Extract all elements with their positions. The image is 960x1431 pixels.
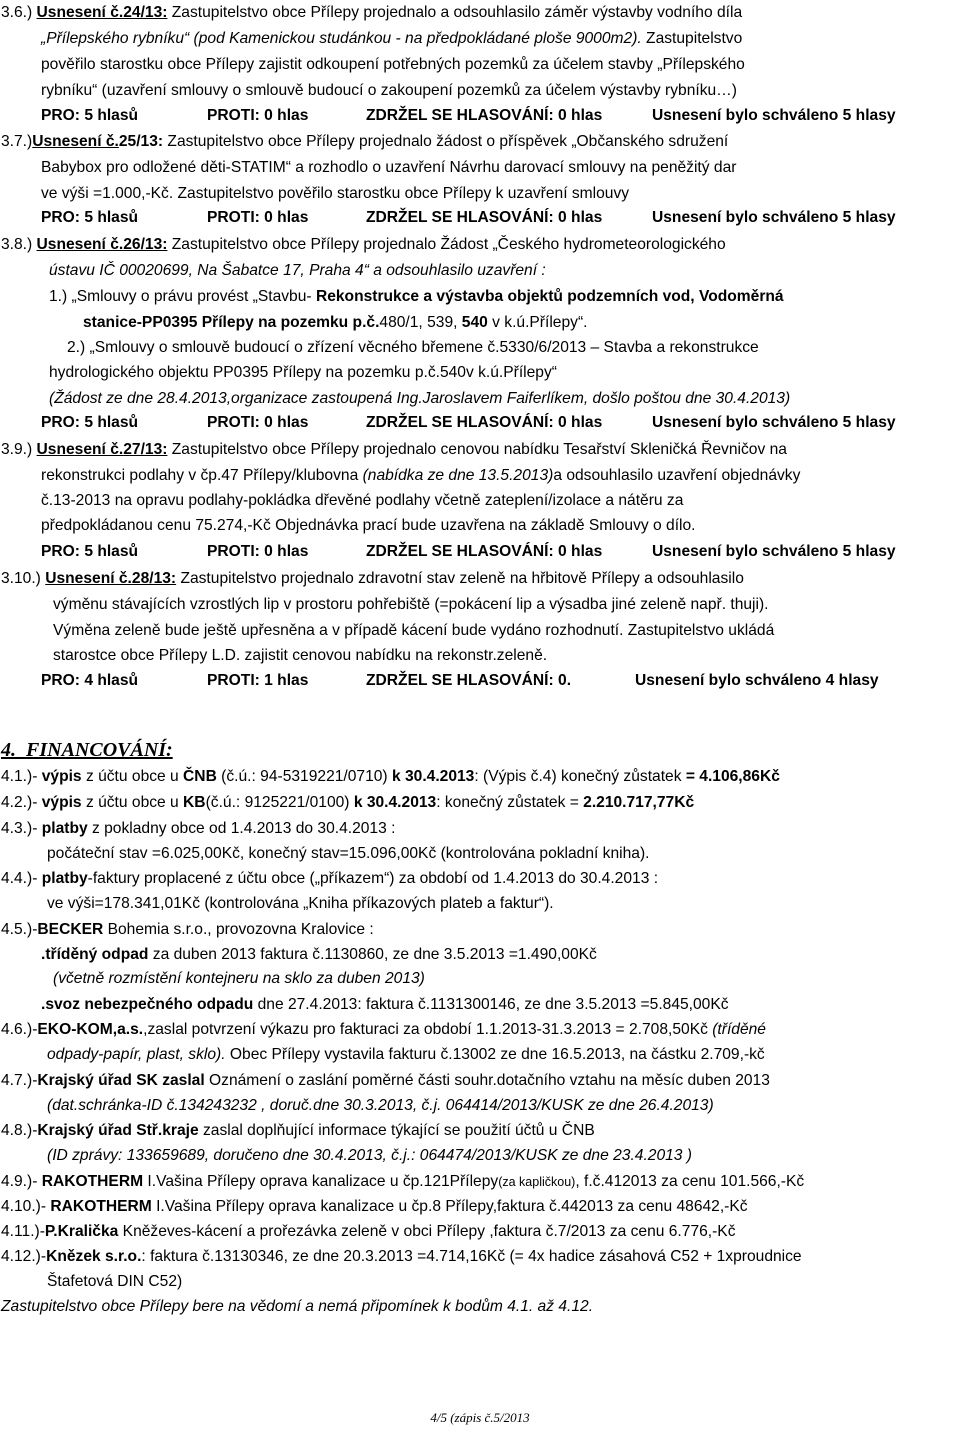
item-3-8-line-3: 1.) „Smlouvy o právu provést „Stavbu- Rekonstrukce a výstavba objektů podzemních vod, Vodoměrná [49,288,784,305]
item-3-9-line-4: předpokládanou cenu 75.274,-Kč Objednávka prací bude uzavřena na základě Smlouvy o dílo. [41,517,696,534]
item-3-8-line-6: hydrologického objektu PP0395 Přílepy na pozemku p.č.540v k.ú.Přílepy“ [49,364,557,381]
item-3-10-line-4: starostce obce Přílepy L.D. zajistit cenovou nabídku na rekonstr.zeleně. [53,647,548,664]
page-footer: 4/5 (zápis č.5/2013 [430,1410,530,1425]
fin-4-6-detail: odpady-papír, plast, sklo). Obec Přílepy vystavila fakturu č.13002 ze dne 16.5.2013, na částku 2.709,-kč [47,1046,765,1063]
fin-4-2: 4.2.)- výpis z účtu obce u KB(č.ú.: 9125221/0100) k 30.4.2013: konečný zůstatek = 2.210.717,77Kč [1,794,695,811]
closing-statement: Zastupitelstvo obce Přílepy bere na vědomí a nemá připomínek k bodům 4.1. až 4.12. [1,1298,594,1315]
item-3-7-line-2: Babybox pro odložené děti-STATIM“ a rozhodlo o uzavření Návrhu darovací smlouvy na peněžitý dar [41,159,737,176]
item-3-6-line-1: 3.6.) Usnesení č.24/13: Zastupitelstvo obce Přílepy projednalo a odsouhlasilo záměr výstavby vodního díla [1,4,743,21]
fin-4-9: 4.9.)- RAKOTHERM I.Vašina Přílepy oprava kanalizace u čp.121Přílepy(za kapličkou), f.č.412013 za cenu 101.566,-Kč [1,1173,805,1190]
item-3-8-line-1: 3.8.) Usnesení č.26/13: Zastupitelstvo obce Přílepy projednalo Žádost „Českého hydrometeorologického [1,236,726,253]
fin-4-4-detail: ve výši=178.341,01Kč (kontrolována „Kniha příkazových plateb a faktur“). [47,895,554,912]
item-3-10-line-2: výměnu stávajících vzrostlých lip v prostoru pohřebiště (=pokácení lip a výsadba jiné zeleně např. thuji). [53,596,769,613]
fin-4-6: 4.6.)-EKO-KOM,a.s.,zaslal potvrzení výkazu pro fakturaci za období 1.1.2013-31.3.2013 = 2.708,50Kč (tříděné [1,1021,766,1038]
vote-row-3-8: PRO: 5 hlasů PROTI: 0 hlas ZDRŽEL SE HLASOVÁNÍ: 0 hlas Usnesení bylo schváleno 5 hlasy [41,414,896,431]
item-3-6-line-2: „Přílepského rybníku“ (pod Kamenickou studánkou - na předpokládané ploše 9000m2). Zastupitelstvo [41,30,743,47]
fin-4-5-hazard: .svoz nebezpečného odpadu dne 27.4.2013: faktura č.1131300146, ze dne 3.5.2013 =5.845,00Kč [41,996,729,1013]
item-3-9-line-3: č.13-2013 na opravu podlahy-pokládka dřevěné podlahy včetně zateplení/izolace a nátěru za [41,492,684,509]
fin-4-1: 4.1.)- výpis z účtu obce u ČNB (č.ú.: 94-5319221/0710) k 30.4.2013: (Výpis č.4) konečný zůstatek = 4.106,86Kč [1,768,780,785]
fin-4-7: 4.7.)-Krajský úřad SK zaslal Oznámení o zaslání poměrné části souhr.dotačního vztahu na měsíc duben 2013 [1,1072,770,1089]
item-3-6-line-4: rybníku“ (uzavření smlouvy o smlouvě budoucí o zakoupení pozemků za účelem výstavby rybníku…) [41,82,737,99]
item-3-9-line-2: rekonstrukci podlahy v čp.47 Přílepy/klubovna (nabídka ze dne 13.5.2013)a odsouhlasilo uzavření objednávky [41,467,801,484]
item-3-7-line-1: 3.7.)Usnesení č.25/13: Zastupitelstvo obce Přílepy projednalo žádost o příspěvek „Občanského sdružení [1,133,729,150]
vote-row-3-10: PRO: 4 hlasů PROTI: 1 hlas ZDRŽEL SE HLASOVÁNÍ: 0. Usnesení bylo schváleno 4 hlasy [41,672,879,689]
fin-4-4: 4.4.)- platby-faktury proplacené z účtu obce („příkazem“) za období od 1.4.2013 do 30.4.2013 : [1,870,659,887]
item-3-8-line-2: ústavu IČ 00020699, Na Šabatce 17, Praha 4“ a odsouhlasilo uzavření : [49,262,546,279]
vote-row-3-7: PRO: 5 hlasů PROTI: 0 hlas ZDRŽEL SE HLASOVÁNÍ: 0 hlas Usnesení bylo schváleno 5 hlasy [41,209,896,226]
fin-4-12-detail: Štafetová DIN C52) [47,1273,183,1290]
fin-4-5: 4.5.)-BECKER Bohemia s.r.o., provozovna Kralovice : [1,921,374,938]
item-3-8-line-4: stanice-PP0395 Přílepy na pozemku p.č.480/1, 539, 540 v k.ú.Přílepy“. [83,314,588,331]
fin-4-10: 4.10.)- RAKOTHERM I.Vašina Přílepy oprava kanalizace u čp.8 Přílepy,faktura č.442013 za cenu 48642,-Kč [1,1198,748,1215]
fin-4-8-detail: (ID zprávy: 133659689, doručeno dne 30.4.2013, č.j.: 064474/2013/KUSK ze dne 23.4.2013 ) [47,1147,693,1164]
item-3-7-line-3: ve výši =1.000,-Kč. Zastupitelstvo pověřilo starostku obce Přílepy k uzavření smlouvy [41,185,630,202]
item-3-8-line-5: 2.) „Smlouvy o smlouvě budoucí o zřízení věcného břemene č.5330/6/2013 – Stavba a rekonstrukce [67,339,759,356]
item-3-10-line-3: Výměna zeleně bude ještě upřesněna a v případě kácení bude vydáno rozhodnutí. Zastupitelstvo ukládá [53,622,775,639]
item-3-6-line-3: pověřilo starostku obce Přílepy zajistit odkoupení potřebných pozemků za účelem stavby „Přílepského [41,56,745,73]
fin-4-3-detail: počáteční stav =6.025,00Kč, konečný stav=15.096,00Kč (kontrolována pokladní kniha). [47,845,650,862]
fin-4-5-note: (včetně rozmístění kontejneru na sklo za duben 2013) [53,970,425,987]
fin-4-5-waste: .tříděný odpad za duben 2013 faktura č.1130860, ze dne 3.5.2013 =1.490,00Kč [41,946,597,963]
item-3-10-line-1: 3.10.) Usnesení č.28/13: Zastupitelstvo projednalo zdravotní stav zeleně na hřbitově Přílepy a odsouhlasilo [1,570,744,587]
vote-row-3-6: PRO: 5 hlasů PROTI: 0 hlas ZDRŽEL SE HLASOVÁNÍ: 0 hlas Usnesení bylo schváleno 5 hlasy [41,107,896,124]
item-3-8-line-7: (Žádost ze dne 28.4.2013,organizace zastoupená Ing.Jaroslavem Faiferlíkem, došlo poštou dne 30.4.2013) [49,390,791,407]
vote-row-3-9: PRO: 5 hlasů PROTI: 0 hlas ZDRŽEL SE HLASOVÁNÍ: 0 hlas Usnesení bylo schváleno 5 hlasy [41,543,896,560]
fin-4-8: 4.8.)-Krajský úřad Stř.kraje zaslal doplňující informace týkající se použití účtů u ČNB [1,1122,595,1139]
item-3-9-line-1: 3.9.) Usnesení č.27/13: Zastupitelstvo obce Přílepy projednalo cenovou nabídku Tesařství Skleničká Řevničov na [1,441,787,458]
fin-4-7-detail: (dat.schránka-ID č.134243232 , doruč.dne 30.3.2013, č.j. 064414/2013/KUSK ze dne 26.4.2013) [47,1097,714,1114]
fin-4-3: 4.3.)- platby z pokladny obce od 1.4.2013 do 30.4.2013 : [1,820,396,837]
fin-4-12: 4.12.)-Knězek s.r.o.: faktura č.13130346, ze dne 20.3.2013 =4.714,16Kč (= 4x hadice zásahová C52 + 1xproudnice [1,1248,802,1265]
section-4-heading: 4. FINANCOVÁNÍ: [1,739,173,761]
fin-4-11: 4.11.)-P.Kralička Kněževes-kácení a prořezávka zeleně v obci Přílepy ,faktura č.7/2013 za cenu 6.776,-Kč [1,1223,736,1240]
